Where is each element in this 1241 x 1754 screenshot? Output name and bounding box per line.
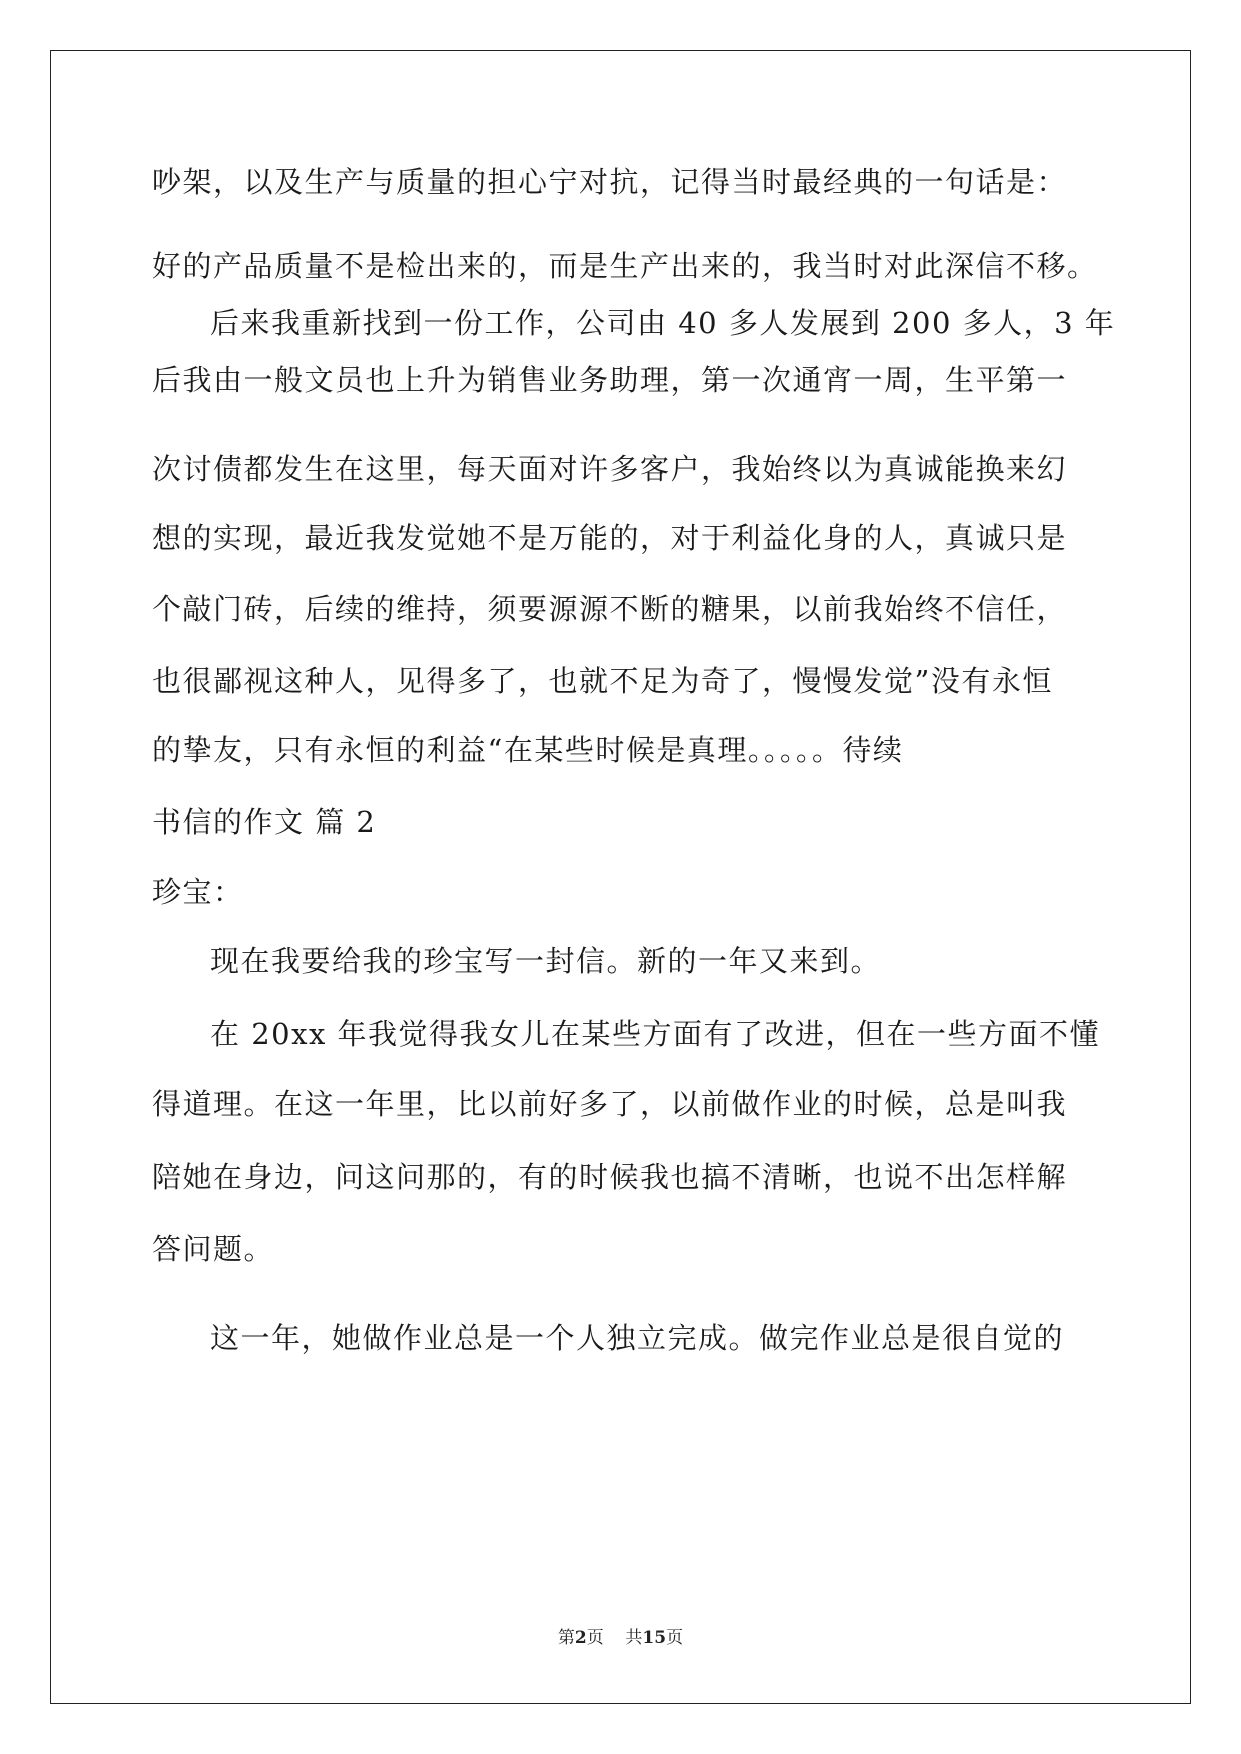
page-number-footer: [0, 1623, 1241, 1648]
text-line: 好的产品质量不是检出来的，而是生产出来的，我当时对此深信不移。: [152, 249, 1098, 283]
section-heading: 书信的作文 篇 2: [152, 805, 377, 839]
footer-prefix: 第: [557, 1628, 575, 1648]
footer-middle: 页 共: [586, 1628, 643, 1648]
text-line: 也很鄙视这种人，见得多了，也就不足为奇了，慢慢发觉”没有永恒: [152, 664, 1053, 698]
total-page-number: 15: [642, 1628, 667, 1648]
text-line: 这一年，她做作业总是一个人独立完成。做完作业总是很自觉的: [210, 1321, 1065, 1355]
text-line: 答问题。: [152, 1232, 275, 1266]
text-line: 现在我要给我的珍宝写一封信。新的一年又来到。: [210, 944, 882, 978]
text-line: 想的实现，最近我发觉她不是万能的，对于利益化身的人，真诚只是: [152, 521, 1068, 555]
current-page-number: 2: [574, 1628, 587, 1648]
text-line: 后我由一般文员也上升为销售业务助理，第一次通宵一周，生平第一: [152, 363, 1068, 397]
text-line: 得道理。在这一年里，比以前好多了，以前做作业的时候，总是叫我: [152, 1087, 1068, 1121]
salutation: 珍宝：: [152, 875, 244, 909]
text-line: 吵架，以及生产与质量的担心宁对抗，记得当时最经典的一句话是：: [152, 165, 1068, 199]
text-line: 个敲门砖，后续的维持，须要源源不断的糖果，以前我始终不信任，: [152, 592, 1068, 626]
footer-suffix: 页: [666, 1628, 684, 1648]
text-line: 次讨债都发生在这里，每天面对许多客户，我始终以为真诚能换来幻: [152, 452, 1068, 486]
text-line: 在 20xx 年我觉得我女儿在某些方面有了改进，但在一些方面不懂: [210, 1017, 1101, 1051]
text-line: 的挚友，只有永恒的利益“在某些时候是真理。。。。。待续: [152, 733, 904, 767]
text-line: 后来我重新找到一份工作，公司由 40 多人发展到 200 多人，3 年: [210, 306, 1116, 340]
text-line: 陪她在身边，问这问那的，有的时候我也搞不清晰，也说不出怎样解: [152, 1160, 1068, 1194]
